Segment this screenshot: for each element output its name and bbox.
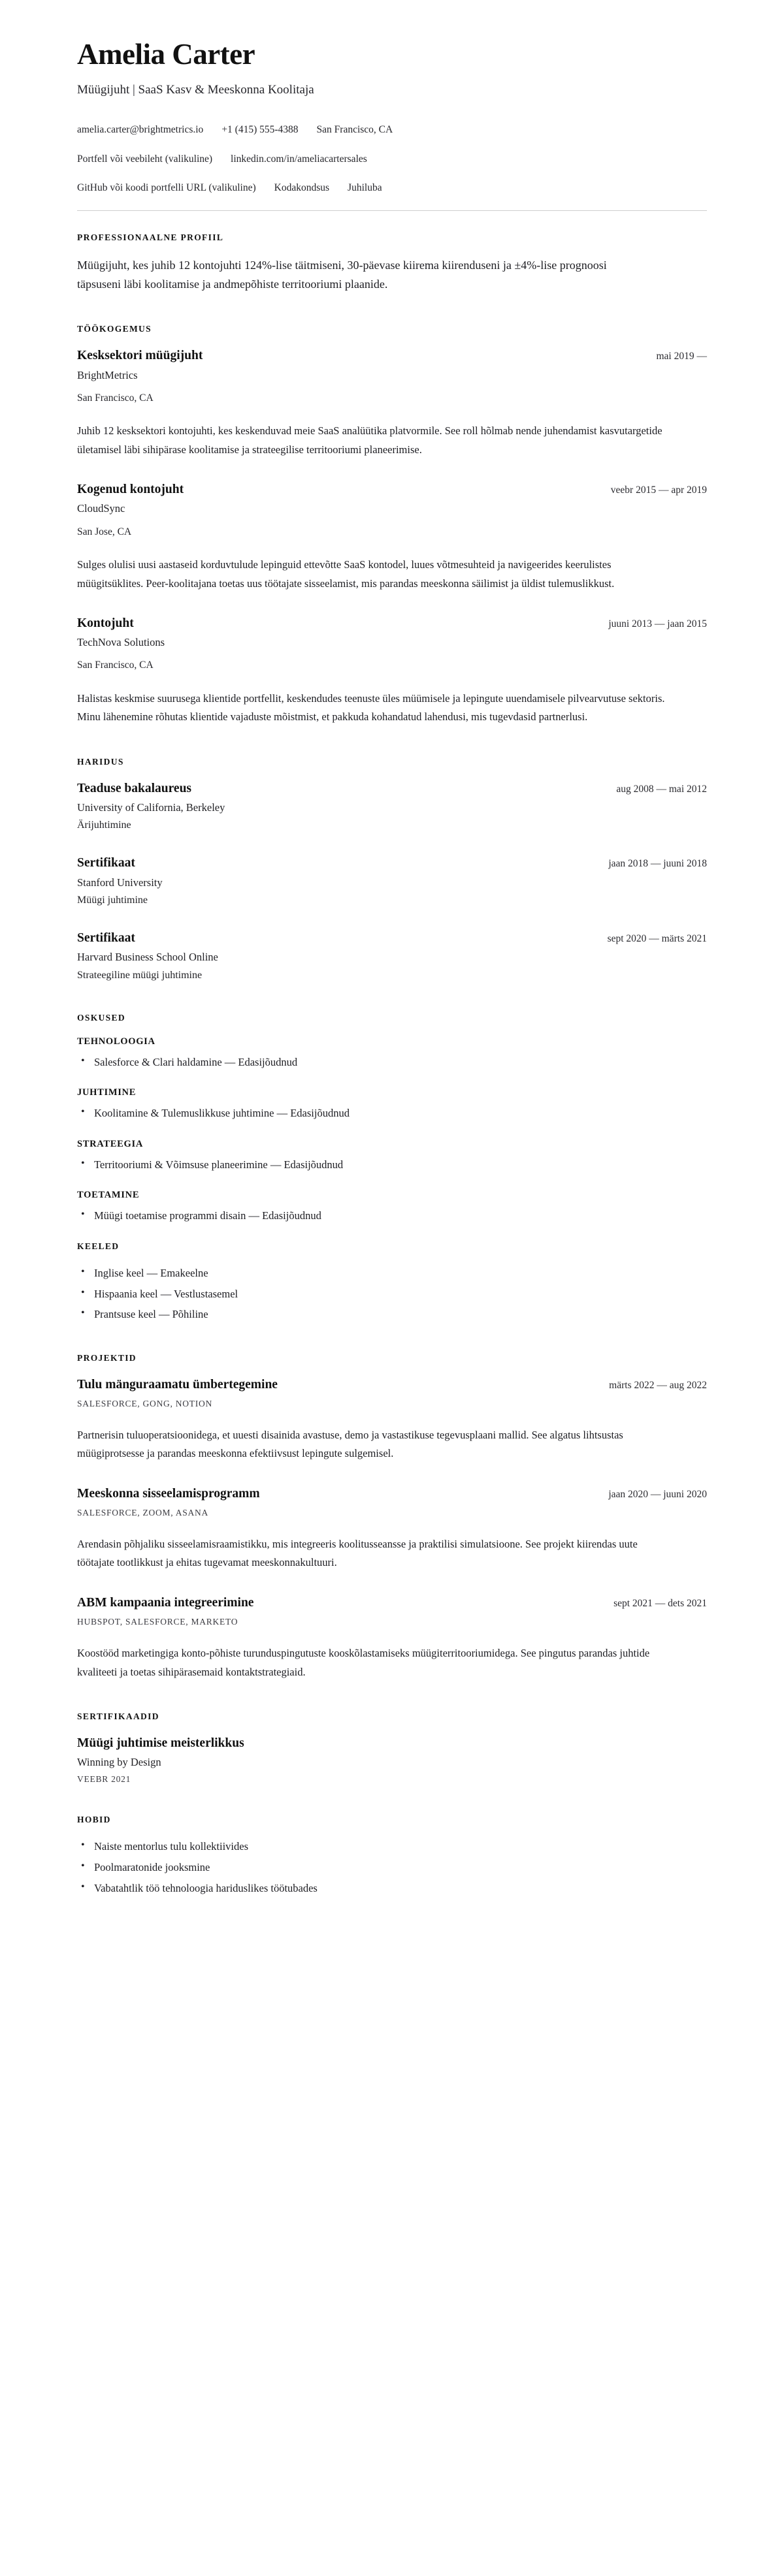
- education-item: [77, 855, 707, 908]
- project-item: [77, 1376, 707, 1463]
- language-item: • Inglise keel — Emakeelne: [77, 1265, 707, 1282]
- skill-group-title: TOETAMINE: [77, 1190, 140, 1201]
- experience-location: San Jose, CA: [77, 526, 132, 537]
- experience-item: [77, 347, 707, 459]
- education-item-head: [77, 930, 707, 946]
- project-name: Tulu mänguraamatu ümbertegemine: [77, 1377, 278, 1391]
- skill-item: • Salesforce & Clari haldamine — Edasijõudnud: [77, 1054, 707, 1071]
- header-divider: [77, 210, 707, 211]
- certification-issuer: Winning by Design: [77, 1756, 161, 1769]
- project-dates: sept 2021 — dets 2021: [613, 1597, 707, 1609]
- education-degree: Sertifikaat: [77, 931, 135, 946]
- experience-company: BrightMetrics: [77, 368, 138, 381]
- experience-dates: mai 2019 —: [656, 351, 707, 362]
- experience-item: [77, 615, 707, 727]
- section-profile: [77, 232, 707, 294]
- education-dates: jaan 2018 — juuni 2018: [608, 858, 707, 870]
- section-projects: [77, 1353, 707, 1681]
- education-field: Strateegiline müügi juhtimine: [77, 969, 203, 981]
- experience-dates: veebr 2015 — apr 2019: [610, 485, 707, 496]
- certification-name: Müügi juhtimise meisterlikkus: [77, 1736, 244, 1750]
- experience-location: San Francisco, CA: [77, 392, 154, 404]
- contact-line-extra: [77, 181, 707, 195]
- skill-list: [77, 1054, 707, 1071]
- section-title-hobbies: HOBID: [77, 1815, 111, 1825]
- section-title-projects: PROJEKTID: [77, 1352, 137, 1363]
- contact-driving-licence-placeholder[interactable]: Juhiluba: [348, 182, 382, 194]
- experience-role: Kogenud kontojuht: [77, 483, 184, 497]
- education-dates: aug 2008 — mai 2012: [616, 783, 707, 795]
- project-description: Partnerisin tuluoperatsioonidega, et uuesti disainida avastuse, demo ja vastastikuse tegevusplaani mallid. See algatus lihtsustas müügiprotsesse ja parandas meeskonna efektiivsust lepingute sulgemisel.: [77, 1429, 623, 1460]
- skill-item: • Territooriumi & Võimsuse planeerimine — Edasijõudnud: [77, 1156, 707, 1173]
- project-item: [77, 1486, 707, 1572]
- education-school: Harvard Business School Online: [77, 951, 218, 964]
- contact-phone[interactable]: +1 (415) 555-4388: [221, 123, 299, 135]
- education-item-head: [77, 780, 707, 797]
- project-tags: SALESFORCE, ZOOM, ASANA: [77, 1508, 209, 1518]
- section-title-experience: TÖÖKOGEMUS: [77, 324, 152, 334]
- section-hobbies: [77, 1815, 707, 1896]
- project-item: [77, 1595, 707, 1681]
- experience-item: [77, 481, 707, 593]
- project-item-head: [77, 1595, 707, 1611]
- project-dates: märts 2022 — aug 2022: [609, 1379, 707, 1391]
- section-education: [77, 757, 707, 983]
- experience-company: TechNova Solutions: [77, 636, 165, 649]
- skill-list: [77, 1207, 707, 1224]
- skill-item: • Koolitamine & Tulemuslikkuse juhtimine — Edasijõudnud: [77, 1105, 707, 1122]
- project-tags: HUBSPOT, SALESFORCE, MARKETO: [77, 1617, 238, 1627]
- certification-date: VEEBR 2021: [77, 1774, 131, 1785]
- project-dates: jaan 2020 — juuni 2020: [608, 1488, 707, 1500]
- education-field: Ärijuhtimine: [77, 819, 131, 831]
- contact-github-placeholder[interactable]: GitHub või koodi portfelli URL (valikuline): [77, 182, 256, 194]
- section-title-languages: KEELED: [77, 1241, 120, 1251]
- experience-company: CloudSync: [77, 502, 125, 515]
- candidate-headline: Müügijuht | SaaS Kasv & Meeskonna Koolitaja: [77, 83, 314, 97]
- experience-item-head: [77, 615, 707, 631]
- education-item: [77, 780, 707, 833]
- contact-line-portfolio: [77, 152, 707, 167]
- section-title-profile: PROFESSIONAALNE PROFIIL: [77, 232, 224, 242]
- hobby-item: • Vabatahtlik töö tehnoloogia hariduslikes töötubades: [77, 1880, 707, 1897]
- languages-list: [77, 1265, 707, 1323]
- skill-group: [77, 1036, 707, 1071]
- education-school: Stanford University: [77, 876, 163, 889]
- project-item-head: [77, 1376, 707, 1393]
- profile-summary-text: Müügijuht, kes juhib 12 kontojuhti 124%-lise täitmiseni, 30-päevase kiirema kiirenduseni ja ±4%-lise prognoosi täpsuseni läbi koolitamise ja andmepõhiste territooriumi plaanide.: [77, 258, 607, 291]
- contact-linkedin[interactable]: linkedin.com/in/ameliacartersales: [231, 153, 367, 165]
- section-experience: [77, 324, 707, 727]
- certification-item: [77, 1735, 707, 1785]
- section-languages: [77, 1241, 707, 1323]
- education-degree: Teaduse bakalaureus: [77, 781, 192, 795]
- section-title-certifications: SERTIFIKAADID: [77, 1711, 159, 1721]
- resume-header: [77, 39, 707, 211]
- skill-list: [77, 1105, 707, 1122]
- experience-item-head: [77, 347, 707, 364]
- experience-role: Kontojuht: [77, 616, 134, 630]
- section-certifications: [77, 1711, 707, 1785]
- education-dates: sept 2020 — märts 2021: [607, 933, 707, 945]
- language-item: • Hispaania keel — Vestlustasemel: [77, 1286, 707, 1303]
- skill-group: [77, 1087, 707, 1122]
- experience-role: Kesksektori müügijuht: [77, 349, 203, 363]
- contact-citizenship-placeholder[interactable]: Kodakondsus: [274, 182, 330, 194]
- contact-line-primary: [77, 123, 707, 137]
- education-item-head: [77, 855, 707, 871]
- education-field: Müügi juhtimine: [77, 894, 148, 906]
- hobbies-list: [77, 1838, 707, 1896]
- experience-item-head: [77, 481, 707, 498]
- contact-location: San Francisco, CA: [316, 123, 393, 135]
- project-tags: SALESFORCE, GONG, NOTION: [77, 1399, 213, 1408]
- hobby-item: • Naiste mentorlus tulu kollektiivides: [77, 1838, 707, 1855]
- experience-location: San Francisco, CA: [77, 660, 154, 671]
- project-description: Koostööd marketingiga konto-põhiste turunduspingutuste kooskõlastamiseks müügiterritooriumidega. See pingutus parandas juhtide kvaliteeti ja toetas sihipärasemaid kontaktstrategiaid.: [77, 1647, 650, 1678]
- experience-description: Sulges olulisi uusi aastaseid korduvtulude lepinguid ettevõtte SaaS kontodel, luues võtmesuhteid ja navigeerides keerulistes müügitsüklites. Peer-koolitajana toetas uus töötajate sisseelamist, mis parandas meeskonna säilimist ja üldist tulemuslikkust.: [77, 558, 615, 590]
- skill-item: • Müügi toetamise programmi disain — Edasijõudnud: [77, 1207, 707, 1224]
- contact-portfolio-placeholder[interactable]: Portfell või veebileht (valikuline): [77, 153, 213, 165]
- skill-group-title: JUHTIMINE: [77, 1087, 137, 1098]
- skill-group-title: STRATEEGIA: [77, 1138, 144, 1149]
- hobby-item: • Poolmaratonide jooksmine: [77, 1859, 707, 1876]
- experience-description: Halistas keskmise suurusega klientide portfellit, keskendudes teenuste üles müümisele ja lepingute uuendamisele pilvearvutuse sektoris. Minu lähenemine rõhutas klientide vajaduste mõistmist, et pakkuda kohandatud lahendusi, mis tugevdasid partnerlusi.: [77, 692, 665, 724]
- project-name: ABM kampaania integreerimine: [77, 1595, 254, 1610]
- education-item: [77, 930, 707, 983]
- project-item-head: [77, 1486, 707, 1502]
- skill-group: [77, 1139, 707, 1173]
- experience-description: Juhib 12 kesksektori kontojuhti, kes keskenduvad meie SaaS analüütika platvormile. See roll hõlmab nende juhendamist kasvutargetide ületamisel läbi sihipärase koolitamise ja strateegilise territooriumi planeerimise.: [77, 424, 662, 456]
- education-school: University of California, Berkeley: [77, 801, 225, 814]
- section-skills: [77, 1013, 707, 1224]
- skill-group: [77, 1190, 707, 1224]
- section-title-education: HARIDUS: [77, 756, 124, 767]
- language-item: • Prantsuse keel — Põhiline: [77, 1306, 707, 1323]
- experience-dates: juuni 2013 — jaan 2015: [608, 618, 707, 629]
- candidate-name: Amelia Carter: [77, 38, 255, 71]
- contact-email[interactable]: amelia.carter@brightmetrics.io: [77, 123, 204, 135]
- education-degree: Sertifikaat: [77, 856, 135, 870]
- project-description: Arendasin põhjaliku sisseelamisraamistikku, mis integreeris koolitusseansse ja praktilisi simulatsioone. See projekt kiirendas uute töötajate tootlikkust ja ehitas tugevamat meeskonnakultuuri.: [77, 1538, 638, 1569]
- section-title-skills: OSKUSED: [77, 1012, 125, 1023]
- skill-list: [77, 1156, 707, 1173]
- skill-group-title: TEHNOLOOGIA: [77, 1036, 155, 1047]
- project-name: Meeskonna sisseelamisprogramm: [77, 1486, 260, 1501]
